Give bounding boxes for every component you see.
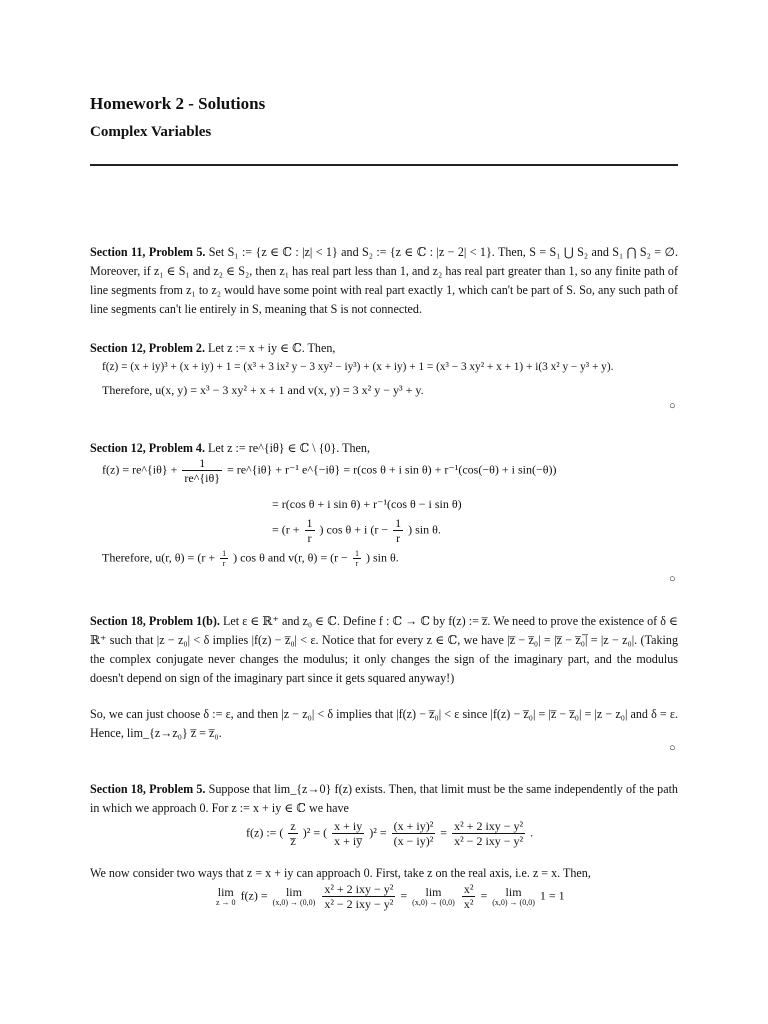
qed-mark: ○ — [669, 573, 676, 585]
fraction — [288, 819, 297, 848]
problem-text: Let ε ∈ ℝ⁺ and z₀ ∈ ℂ. Define f : ℂ → ℂ by f(z) := z̅. We need to prove the existence of δ ∈ ℝ⁺ such that |z − z₀| < δ implies |f(z) − z̅₀| < ε. Notice that for every z ∈ ℂ, we have |z̅ − z̅₀| = |z̅ − z̅₀̅| = |z − z₀|. (Taking the complex conjugate never changes the modulus; it only changes the sign of the imaginary part, and the modulus doesn't depend on sign of the imaginary part since it gets squared anyway!) — [90, 614, 678, 685]
equation — [272, 516, 441, 545]
numerator: 1 — [395, 516, 402, 530]
problem-text: We now consider two ways that z = x + iy can approach 0. First, take z on the real axis, i.e. z = x. Then, — [90, 866, 591, 880]
equation-part: f(z) = re^{iθ} + — [102, 462, 178, 477]
numerator: x² — [463, 882, 474, 896]
limit-word: lim — [285, 885, 302, 899]
equation-part: = — [440, 825, 448, 840]
denominator: re^{iθ} — [184, 471, 220, 485]
problem-text: So, we can just choose δ := ε, and then |z − z₀| < δ implies that |f(z) − z̅₀| < ε since |f(z) − z̅₀| = |z̅ − z̅₀| = |z − z₀| and δ = ε. Hence, lim_{z→z₀} z̅ = z̅₀. — [90, 707, 678, 740]
equation-part: ) cos θ and v(r, θ) = (r − — [233, 550, 348, 565]
equation-part: = — [480, 888, 488, 903]
equation — [102, 456, 556, 485]
fraction — [462, 882, 476, 911]
equation-part: ) sin θ. — [408, 522, 441, 537]
equation-part: ) sin θ. — [365, 550, 399, 565]
problem-heading: Section 18, Problem 5. — [90, 782, 206, 796]
limit-subscript: z → 0 — [216, 898, 236, 907]
equation-part: = — [400, 888, 408, 903]
fraction — [353, 549, 361, 568]
numerator: 1 — [354, 549, 359, 558]
equation: f(z) = (x + iy)³ + (x + iy) + 1 = (x³ + 3 ix² y − 3 xy² − iy³) + (x + iy) + 1 = (x³ − 3 xy² + x + 1) + i(3 x² y − y³ + y). — [102, 361, 614, 373]
fraction — [392, 819, 436, 848]
problem-text: Let z := re^{iθ} ∈ ℂ \ {0}. Then, — [208, 441, 370, 455]
section-12-problem-2 — [90, 339, 678, 358]
header-divider — [90, 164, 678, 166]
limit — [492, 886, 535, 907]
fraction — [452, 819, 525, 848]
section-18-problem-1b-continued — [90, 705, 678, 743]
numerator: x² + 2 ixy − y² — [324, 882, 394, 896]
denominator: x² — [463, 897, 474, 911]
denominator: r — [396, 531, 401, 545]
equation-part: = re^{iθ} + r⁻¹ e^{−iθ} = r(cos θ + i sin θ) + r⁻¹(cos(−θ) + i sin(−θ)) — [226, 462, 557, 477]
denominator: r — [307, 531, 312, 545]
problem-heading: Section 18, Problem 1(b). — [90, 614, 220, 628]
page-subtitle: Complex Variables — [90, 124, 212, 140]
equation: Therefore, u(x, y) = x³ − 3 xy² + x + 1 and v(x, y) = 3 x² y − y³ + y. — [102, 383, 424, 397]
equation-part: Therefore, u(r, θ) = (r + — [102, 550, 216, 565]
equation: = r(cos θ + i sin θ) + r⁻¹(cos θ − i sin θ) — [272, 497, 462, 511]
limit-word: lim — [217, 885, 234, 899]
qed-mark: ○ — [669, 400, 676, 412]
equation-part: )² = ( — [302, 825, 328, 840]
limit — [412, 886, 455, 907]
equation-part: = (r + — [272, 522, 300, 537]
equation — [246, 819, 533, 848]
numerator: z — [290, 819, 296, 833]
problem-heading: Section 12, Problem 4. — [90, 441, 205, 455]
equation-part: )² = — [369, 825, 387, 840]
problem-text: Let z := x + iy ∈ ℂ. Then, — [208, 341, 336, 355]
page-title: Homework 2 - Solutions — [90, 94, 266, 113]
numerator: 1 — [222, 549, 227, 558]
denominator: z̅ — [290, 834, 296, 848]
equation-part: ) cos θ + i (r − — [319, 522, 389, 537]
equation-part: 1 = 1 — [539, 888, 565, 903]
fraction — [332, 819, 364, 848]
problem-heading: Section 12, Problem 2. — [90, 341, 205, 355]
limit — [273, 886, 316, 907]
fraction — [322, 882, 395, 911]
denominator: r — [222, 559, 226, 568]
equation — [102, 549, 399, 568]
problem-heading: Section 11, Problem 5. — [90, 245, 206, 259]
fraction — [182, 456, 222, 485]
equation-part: f(z) := ( — [246, 825, 284, 840]
denominator: x + iy̅ — [334, 834, 363, 848]
denominator: x² − 2 ixy − y² — [324, 897, 394, 911]
problem-text: Moreover, if z₁ ∈ S₁ and z₂ ∈ S₂, then z₁ has real part less than 1, and z₂ has real part greater than 1, so any finite path of line segments from z₁ to z₂ would have some point with real part exactly 1, which can't be part of S. So, any such path of line segments can't lie entirely in S, meaning that S is not connected. — [90, 264, 678, 316]
denominator: x² − 2 ixy − y² — [454, 834, 524, 848]
limit-word: lim — [505, 885, 522, 899]
problem-text: Suppose that lim_{z→0} f(z) exists. Then, that limit must be the same independently of the path in which we approach 0. For z := x + iy ∈ ℂ we have — [90, 782, 678, 815]
numerator: 1 — [306, 516, 313, 530]
numerator: x² + 2 ixy − y² — [454, 819, 524, 833]
fraction — [393, 516, 403, 545]
problem-text-line1: Set S₁ := {z ∈ ℂ : |z| < 1} and S₂ := {z ∈ ℂ : |z − 2| < 1}. Then, S = S₁ ⋃ S₂ and S₁ ⋂ S₂ = ∅. — [208, 245, 679, 259]
numerator: (x + iy)² — [393, 819, 434, 833]
qed-mark: ○ — [669, 742, 676, 754]
numerator: 1 — [182, 456, 222, 471]
limit-word: lim — [425, 885, 442, 899]
fraction — [220, 549, 228, 568]
limit-subscript: (x,0) → (0,0) — [492, 898, 535, 907]
limit-subscript: (x,0) → (0,0) — [412, 898, 455, 907]
section-18-problem-5 — [90, 780, 678, 818]
limit — [216, 886, 236, 907]
section-18-problem-1b — [90, 612, 678, 688]
section-11-problem-5 — [90, 243, 678, 319]
limit-subscript: (x,0) → (0,0) — [272, 898, 316, 907]
equation-part: f(z) = — [240, 888, 268, 903]
denominator: (x − iy)² — [393, 834, 434, 848]
equation — [214, 882, 565, 911]
denominator: r — [355, 559, 359, 568]
numerator: x + iy — [334, 819, 363, 833]
section-18-problem-5-continued — [90, 864, 678, 883]
fraction — [305, 516, 315, 545]
equation-part: . — [530, 825, 534, 840]
